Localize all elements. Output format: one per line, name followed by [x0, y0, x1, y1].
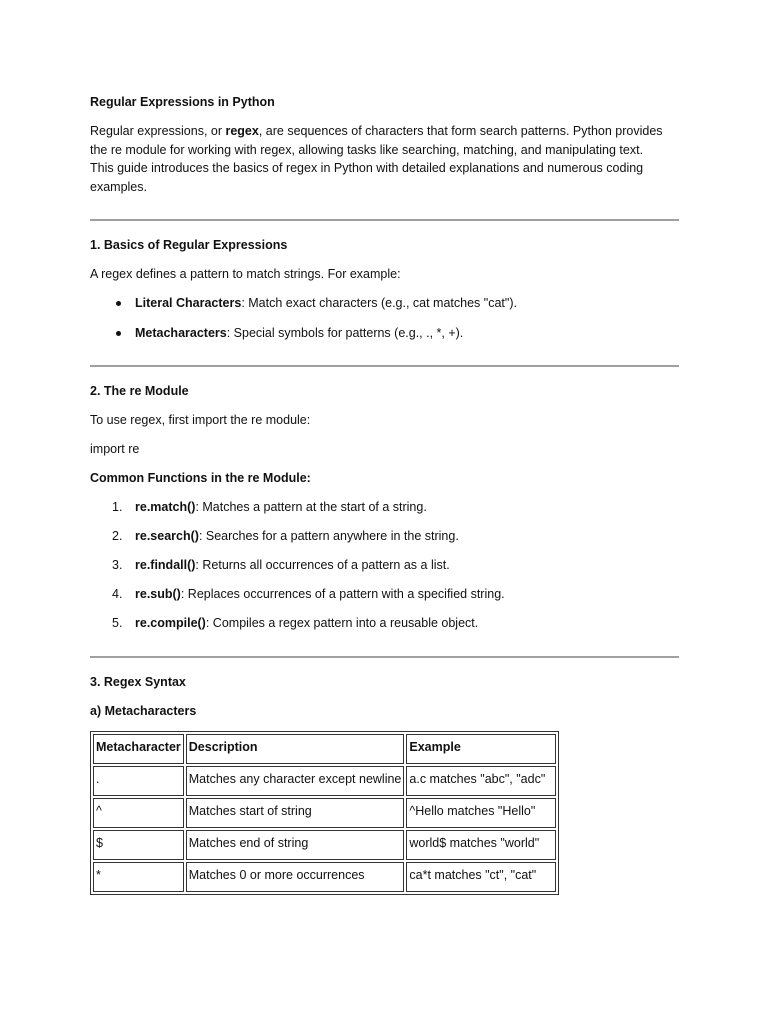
intro-text-after: , are sequences of characters that form search patterns. Python provides — [258, 124, 663, 138]
table-cell: world$ matches "world" — [406, 830, 556, 860]
list-item-number: 3. — [112, 558, 123, 572]
list-item-term: re.compile() — [135, 616, 206, 630]
intro-bold-term: regex — [225, 124, 259, 138]
intro-line-1 — [90, 122, 663, 141]
list-item-term: re.findall() — [135, 558, 196, 572]
table-cell: Matches start of string — [186, 798, 405, 828]
list-item-term: Literal Characters — [135, 296, 242, 310]
list-item-term: re.match() — [135, 500, 196, 514]
section3-subheading: a) Metacharacters — [90, 704, 197, 718]
section2-heading: 2. The re Module — [90, 384, 189, 398]
list-item-desc: : Special symbols for patterns (e.g., ., *, +). — [226, 326, 464, 340]
intro-text-before: Regular expressions, or — [90, 124, 226, 138]
table-cell: ^Hello matches "Hello" — [406, 798, 556, 828]
intro-line-2: the re module for working with regex, allowing tasks like searching, matching, and manipulating text. — [90, 142, 644, 157]
divider — [90, 656, 679, 658]
code-line: import re — [90, 442, 140, 456]
table-row — [93, 830, 556, 860]
list-item-number: 2. — [112, 529, 123, 543]
table-header-cell: Description — [186, 734, 405, 764]
intro-line-4: examples. — [90, 179, 147, 194]
list-item-term: re.search() — [135, 529, 199, 543]
table-cell: . — [93, 766, 184, 796]
intro-line-3: This guide introduces the basics of regex in Python with detailed explanations and numerous coding — [90, 161, 644, 175]
list-item-number: 4. — [112, 587, 123, 601]
table-cell: Matches any character except newline — [186, 766, 405, 796]
list-item-number: 5. — [112, 616, 123, 630]
table-row — [93, 798, 556, 828]
metacharacters-table — [90, 731, 559, 895]
list-item-desc: : Searches for a pattern anywhere in the string. — [198, 529, 459, 543]
list-item-desc: : Matches a pattern at the start of a string. — [195, 500, 427, 514]
divider — [90, 365, 679, 367]
bullet-icon — [116, 301, 121, 306]
table-row — [93, 766, 556, 796]
section2-subheading: Common Functions in the re Module: — [90, 471, 311, 485]
section1-heading: 1. Basics of Regular Expressions — [90, 238, 288, 252]
table-cell: $ — [93, 830, 184, 860]
table-header-cell: Example — [406, 734, 556, 764]
table-cell: ca*t matches "ct", "cat" — [406, 862, 556, 892]
table-row — [93, 862, 556, 892]
list-item-number: 1. — [112, 500, 123, 514]
table-cell: ^ — [93, 798, 184, 828]
list-item-desc: : Returns all occurrences of a pattern as a list. — [195, 558, 450, 572]
list-item-desc: : Replaces occurrences of a pattern with a specified string. — [180, 587, 505, 601]
section1-text: A regex defines a pattern to match strings. For example: — [90, 267, 401, 281]
list-item-term: Metacharacters — [135, 326, 227, 340]
list-item-desc: : Compiles a regex pattern into a reusable object. — [205, 616, 479, 630]
table-cell: a.c matches "abc", "adc" — [406, 766, 556, 796]
table-cell: Matches 0 or more occurrences — [186, 862, 405, 892]
list-item-desc: : Match exact characters (e.g., cat matches "cat"). — [241, 296, 517, 310]
divider — [90, 219, 679, 221]
table-cell: Matches end of string — [186, 830, 405, 860]
table-header-cell: Metacharacter — [93, 734, 184, 764]
table-cell: * — [93, 862, 184, 892]
list-item-term: re.sub() — [135, 587, 181, 601]
table-header-row — [93, 734, 556, 764]
section2-text: To use regex, first import the re module: — [90, 413, 311, 427]
bullet-icon — [116, 331, 121, 336]
document-title: Regular Expressions in Python — [90, 95, 275, 109]
section3-heading: 3. Regex Syntax — [90, 675, 186, 689]
